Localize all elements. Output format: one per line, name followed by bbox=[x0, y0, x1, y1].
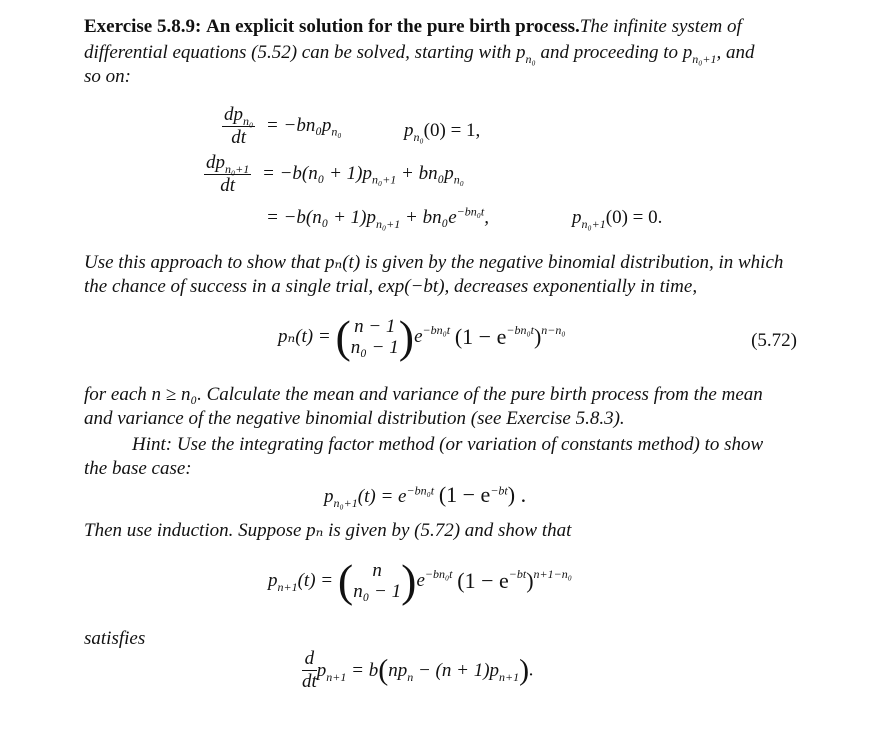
ind-e-sup: −bn₀t bbox=[424, 567, 453, 582]
eq3-ic-sub: n₀+1 bbox=[581, 216, 606, 231]
paragraph-2-line-1: Use this approach to show that pₙ(t) is given by the negative binomial distribution, in which bbox=[84, 252, 784, 273]
equation-2 bbox=[204, 152, 464, 197]
exercise-label: Exercise 5.8.9: bbox=[84, 16, 202, 37]
eq2-num: dp bbox=[206, 152, 225, 173]
ind-lhs-rest: (t) = bbox=[297, 570, 334, 591]
ode-frac-den: dt bbox=[302, 671, 317, 692]
eq572-close: ) bbox=[533, 324, 542, 349]
eq2-fraction bbox=[204, 152, 251, 197]
eq3-rhs-a-sub: n₀+1 bbox=[375, 216, 401, 231]
ind-factor: (1 − e bbox=[457, 568, 509, 593]
ode-p-sub: n+1 bbox=[326, 669, 347, 684]
eq3-rhs-b-sup: −bn₀t bbox=[456, 204, 485, 219]
paragraph-5-line-1: satisfies bbox=[84, 628, 146, 649]
paragraph-3-line-1: for each n ≥ n₀. Calculate the mean and variance of the pure birth process from the mean bbox=[84, 384, 763, 405]
base-lhs-rest: (t) = e bbox=[357, 486, 407, 507]
intro-text-2: differential equations (5.52) can be solved, starting with p bbox=[84, 42, 526, 63]
ind-close: ) bbox=[526, 568, 534, 593]
ind-e: e bbox=[416, 570, 425, 591]
eq1-ic-rest: (0) = 1, bbox=[423, 120, 481, 141]
equation-3 bbox=[266, 205, 489, 231]
base-lhs-p: p bbox=[324, 486, 334, 507]
ind-lhs-p: p bbox=[268, 570, 278, 591]
paragraph-2-line-2: the chance of success in a single trial, exp(−bt), decreases exponentially in time, bbox=[84, 276, 698, 297]
eq3-ic-p: p bbox=[572, 207, 582, 228]
intro-text-3: so on: bbox=[84, 66, 131, 87]
eq1-rhs-sub: n₀ bbox=[331, 124, 342, 139]
intro-sub-1: n₀ bbox=[525, 51, 536, 66]
intro-text-1: The infinite system of bbox=[579, 16, 742, 37]
base-factor-sup: −bt bbox=[490, 483, 508, 498]
ind-factor-sup: −bt bbox=[508, 567, 527, 582]
base-close: ) . bbox=[507, 482, 527, 507]
eq2-rhs-b-sub: n₀ bbox=[453, 172, 464, 187]
intro-text-2c: , and bbox=[716, 42, 755, 63]
ode-eq: = b bbox=[346, 659, 379, 681]
eq2-rhs-a-sub: n₀+1 bbox=[372, 172, 397, 187]
exercise-heading-line bbox=[84, 14, 742, 40]
ode-inner-a: np bbox=[388, 659, 408, 681]
ind-lhs-sub: n+1 bbox=[277, 579, 298, 594]
eq572-binom-top: n − 1 bbox=[354, 316, 396, 337]
eq572-lhs: pₙ(t) = bbox=[278, 326, 331, 347]
hint-line-2: the base case: bbox=[84, 458, 192, 479]
equation-1-initial-condition bbox=[404, 118, 480, 144]
ode-end: . bbox=[529, 659, 534, 681]
eq3-rhs-a: = −b(n₀ + 1)p bbox=[266, 207, 376, 228]
eq572-e: e bbox=[414, 326, 423, 347]
eq1-ic-sub: n₀ bbox=[413, 129, 424, 144]
eq1-ic-p: p bbox=[404, 120, 414, 141]
ode-inner-b: − (n + 1)p bbox=[413, 659, 500, 681]
base-factor: (1 − e bbox=[438, 482, 491, 507]
ode-p: p bbox=[316, 659, 327, 681]
eq1-den: dt bbox=[231, 127, 246, 148]
eq2-rhs-b: + bn₀p bbox=[396, 162, 454, 184]
eq2-den: dt bbox=[220, 175, 236, 196]
eq572-e-sup: −bn₀t bbox=[422, 323, 451, 338]
eq572-binomial: ( n − 1 n₀ − 1 ) bbox=[335, 311, 415, 362]
eq1-fraction bbox=[222, 104, 255, 149]
ind-binom-top: n bbox=[372, 560, 382, 581]
equation-1 bbox=[222, 104, 342, 149]
ind-binom-bottom: n₀ − 1 bbox=[353, 581, 402, 602]
eq2-rhs-a: = −b(n₀ + 1)p bbox=[262, 162, 373, 184]
base-lhs-sub: n₀+1 bbox=[333, 495, 358, 510]
intro-line-3 bbox=[84, 64, 131, 90]
equation-3-initial-condition bbox=[572, 205, 662, 231]
hint-line-1: Hint: Use the integrating factor method (or variation of constants method) to show bbox=[132, 434, 764, 455]
equation-5-72 bbox=[278, 311, 566, 362]
equation-ode: $\frac{d}{dt}$ $p_{n+1} = b(np_n - (n + 1)p_{n+1})$. bbox=[302, 648, 534, 692]
equation-number-5-72: (5.72) bbox=[751, 330, 797, 351]
eq572-factor: (1 − e bbox=[454, 324, 507, 349]
ode-inner-b-sub: n+1 bbox=[499, 669, 520, 684]
ode-fraction bbox=[302, 648, 317, 693]
eq1-num: dp bbox=[224, 104, 243, 125]
eq1-num-sub: n₀ bbox=[243, 113, 254, 128]
eq2-num-sub: n₀+1 bbox=[225, 161, 250, 176]
paragraph-4-line-1: Then use induction. Suppose pₙ is given by (5.72) and show that bbox=[84, 520, 572, 541]
eq572-binom-bottom: n₀ − 1 bbox=[350, 337, 399, 358]
equation-induction bbox=[268, 555, 572, 606]
ode-inner-a-sub: n bbox=[407, 669, 414, 684]
base-e-sup: −bn₀t bbox=[406, 483, 435, 498]
exercise-title: An explicit solution for the pure birth process. bbox=[206, 16, 580, 37]
ode-frac-num: d bbox=[302, 648, 317, 671]
eq1-rhs: = −bn₀p bbox=[265, 114, 332, 136]
ind-close-sup: n+1−n₀ bbox=[533, 567, 572, 582]
eq572-factor-sup: −bn₀t bbox=[506, 323, 534, 338]
intro-line-2 bbox=[84, 40, 755, 66]
eq3-ic-rest: (0) = 0. bbox=[605, 207, 663, 228]
ind-binomial: ( n n₀ − 1 ) bbox=[337, 555, 417, 606]
intro-sub-2: n₀+1 bbox=[692, 51, 717, 66]
intro-text-2b: and proceeding to p bbox=[535, 42, 693, 63]
eq3-rhs-c: , bbox=[484, 207, 489, 228]
equation-base-case bbox=[324, 482, 526, 510]
paragraph-3-line-2: and variance of the negative binomial distribution (see Exercise 5.8.3). bbox=[84, 408, 625, 429]
eq572-close-sup: n−n₀ bbox=[541, 323, 566, 338]
eq3-rhs-b: + bn₀e bbox=[400, 207, 457, 228]
